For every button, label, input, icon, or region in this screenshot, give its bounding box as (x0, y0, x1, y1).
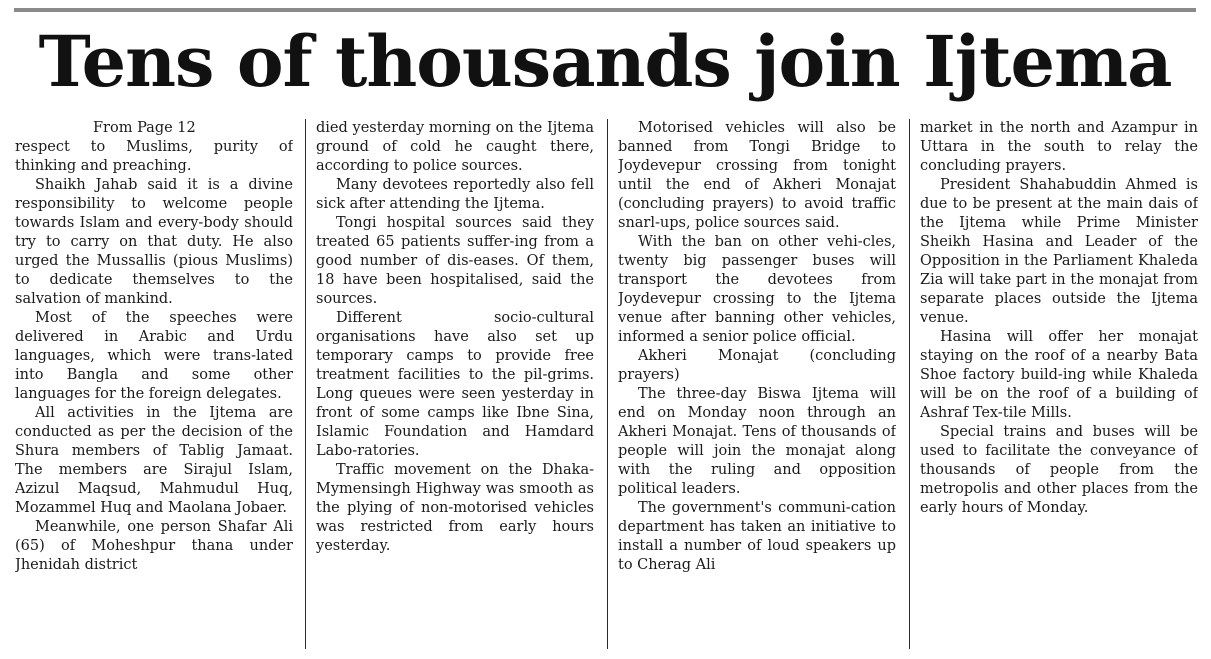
paragraph: Hasina will offer her monajat staying on the roof of a nearby Bata Shoe factory build-ing while Khaleda will be on the roof of a building of Ashraf Tex-tile Mills. (920, 329, 1198, 421)
subhead: Akheri Monajat (concluding prayers) (618, 348, 896, 383)
headline: Tens of thousands join Ijtema (38, 20, 1172, 103)
paragraph: President Shahabuddin Ahmed is due to be present at the main dais of the Ijtema while Prime Minister Sheikh Hasina and Leader of the Opposition in the Parliament Khaleda Zia will take part in the monajat from separate places outside the Ijtema venue. (920, 177, 1198, 326)
paragraph: Many devotees reportedly also fell sick after attending the Ijtema. (316, 177, 594, 212)
top-rule (14, 8, 1196, 12)
paragraph: Special trains and buses will be used to facilitate the conveyance of thousands of people from the metropolis and other places from the early hours of Monday. (920, 424, 1198, 516)
column-rule (305, 119, 306, 649)
paragraph: died yesterday morning on the Ijtema ground of cold he caught there, according to police sources. (316, 120, 594, 174)
paragraph: The three-day Biswa Ijtema will end on Monday noon through an Akheri Monajat. Tens of thousands of people will join the monajat along with the ruling and opposition political leaders. (618, 386, 896, 497)
column-1 (15, 119, 293, 649)
column-3 (618, 119, 896, 649)
column-2 (316, 119, 594, 649)
paragraph: Meanwhile, one person Shafar Ali (65) of Moheshpur thana under Jhenidah district (15, 519, 293, 573)
paragraph: Shaikh Jahab said it is a divine responsibility to welcome people towards Islam and every-body should try to carry on that duty. He also urged the Mussallis (pious Muslims) to dedicate themselves to the salvation of mankind. (15, 177, 293, 307)
paragraph: Different socio-cultural organisations have also set up temporary camps to provide free treatment facilities to the pil-grims. Long queues were seen yesterday in front of some camps like Ibne Sina, Islamic Foundation and Hamdard Labo-ratories. (316, 310, 594, 459)
paragraph: market in the north and Azampur in Uttara in the south to relay the concluding prayers. (920, 120, 1198, 174)
paragraph: respect to Muslims, purity of thinking and preaching. (15, 139, 293, 174)
column-rule (909, 119, 910, 649)
paragraph: With the ban on other vehi-cles, twenty big passenger buses will transport the devotees from Joydevepur crossing to the Ijtema venue after banning other vehicles, informed a senior police official. (618, 234, 896, 345)
paragraph: Traffic movement on the Dhaka-Mymensingh Highway was smooth as the plying of non-motorised vehicles was restricted from early hours yesterday. (316, 462, 594, 554)
paragraph: Tongi hospital sources said they treated 65 patients suffer-ing from a good number of dis-eases. Of them, 18 have been hospitalised, said the sources. (316, 215, 594, 307)
article-body (15, 119, 1200, 649)
dateline: From Page 12 (93, 120, 196, 136)
column-rule (607, 119, 608, 649)
column-4 (920, 119, 1198, 649)
paragraph: All activities in the Ijtema are conducted as per the decision of the Shura members of Tablig Jamaat. The members are Sirajul Islam, Azizul Maqsud, Mahmudul Huq, Mozammel Huq and Maolana Jobaer. (15, 405, 293, 516)
paragraph: Most of the speeches were delivered in Arabic and Urdu languages, which were trans-lated into Bangla and some other languages for the foreign delegates. (15, 310, 293, 402)
paragraph: Motorised vehicles will also be banned from Tongi Bridge to Joydevepur crossing from tonight until the end of Akheri Monajat (concluding prayers) to avoid traffic snarl-ups, police sources said. (618, 120, 896, 231)
paragraph: The government's communi-cation department has taken an initiative to install a number of loud speakers up to Cherag Ali (618, 500, 896, 573)
